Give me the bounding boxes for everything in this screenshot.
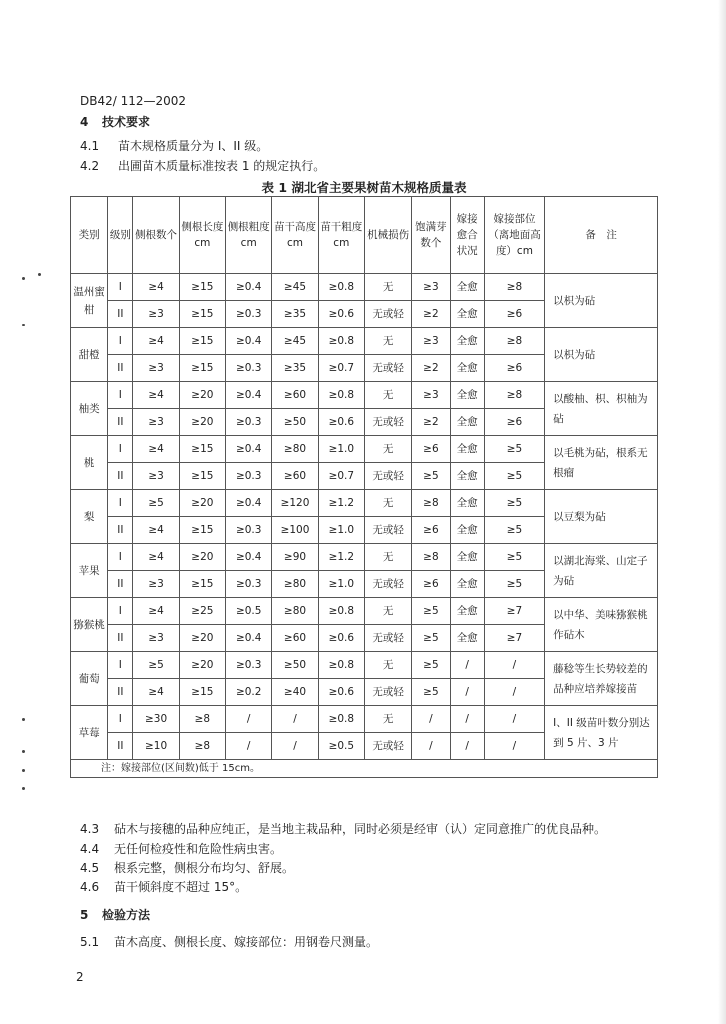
cell-graft-position: / xyxy=(484,679,544,706)
cell-lateral-root-count: ≥30 xyxy=(133,706,179,733)
cell-lateral-root-length: ≥20 xyxy=(179,652,225,679)
table-header-row xyxy=(71,197,658,274)
cell-graft-union: 全愈 xyxy=(450,625,484,652)
cell-mechanical-damage: 无 xyxy=(364,436,411,463)
table-footnote-row xyxy=(71,760,658,778)
cell-stem-thickness: ≥0.8 xyxy=(318,328,364,355)
section-title: 检验方法 xyxy=(102,908,151,922)
header-lateral-root-count: 侧根数个 xyxy=(133,197,179,274)
cell-stem-thickness: ≥0.6 xyxy=(318,409,364,436)
cell-category: 桃 xyxy=(71,436,108,490)
cell-category: 草莓 xyxy=(71,706,108,760)
header-lateral-root-thickness: 侧根粗度cm xyxy=(226,197,272,274)
clause-4-1 xyxy=(80,139,268,153)
cell-graft-union: 全愈 xyxy=(450,544,484,571)
cell-lateral-root-length: ≥20 xyxy=(179,544,225,571)
section-title: 技术要求 xyxy=(102,115,151,129)
cell-lateral-root-length: ≥20 xyxy=(179,490,225,517)
cell-stem-height: ≥80 xyxy=(272,436,318,463)
cell-full-buds: ≥5 xyxy=(412,598,450,625)
cell-stem-height: ≥60 xyxy=(272,463,318,490)
header-graft-position: 嫁接部位（离地面高度）cm xyxy=(484,197,544,274)
scan-speck xyxy=(22,277,25,280)
cell-graft-union: / xyxy=(450,706,484,733)
cell-stem-thickness: ≥0.6 xyxy=(318,625,364,652)
cell-grade: I xyxy=(108,652,133,679)
cell-mechanical-damage: 无或轻 xyxy=(364,409,411,436)
cell-remarks: 藤稔等生长势较差的品种应培养嫁接苗 xyxy=(545,652,658,706)
cell-graft-position: / xyxy=(484,706,544,733)
cell-mechanical-damage: 无 xyxy=(364,490,411,517)
cell-full-buds: ≥3 xyxy=(412,274,450,301)
cell-remarks: 以湖北海棠、山定子为砧 xyxy=(545,544,658,598)
cell-full-buds: ≥6 xyxy=(412,571,450,598)
table-row xyxy=(71,328,658,355)
cell-mechanical-damage: 无 xyxy=(364,328,411,355)
cell-graft-position: ≥8 xyxy=(484,328,544,355)
cell-remarks: 以毛桃为砧，根系无根瘤 xyxy=(545,436,658,490)
scan-speck xyxy=(22,769,25,772)
cell-graft-position: ≥8 xyxy=(484,274,544,301)
cell-stem-height: / xyxy=(272,706,318,733)
cell-lateral-root-count: ≥3 xyxy=(133,355,179,382)
cell-mechanical-damage: 无 xyxy=(364,598,411,625)
cell-stem-thickness: ≥0.8 xyxy=(318,652,364,679)
header-full-buds: 饱满芽数个 xyxy=(412,197,450,274)
cell-lateral-root-thickness: ≥0.4 xyxy=(226,490,272,517)
table-row xyxy=(71,598,658,625)
cell-lateral-root-thickness: ≥0.3 xyxy=(226,409,272,436)
clause-number: 4.1 xyxy=(80,139,100,153)
cell-lateral-root-thickness: ≥0.4 xyxy=(226,544,272,571)
cell-full-buds: ≥5 xyxy=(412,463,450,490)
cell-grade: I xyxy=(108,274,133,301)
cell-stem-height: ≥100 xyxy=(272,517,318,544)
clause-4-2 xyxy=(80,159,325,173)
cell-stem-height: ≥50 xyxy=(272,652,318,679)
cell-grade: II xyxy=(108,355,133,382)
cell-mechanical-damage: 无 xyxy=(364,274,411,301)
clause-5-1 xyxy=(80,935,378,949)
cell-grade: II xyxy=(108,517,133,544)
clause-4-4 xyxy=(80,842,282,856)
cell-stem-thickness: ≥0.8 xyxy=(318,598,364,625)
cell-graft-position: ≥6 xyxy=(484,355,544,382)
cell-lateral-root-thickness: ≥0.3 xyxy=(226,463,272,490)
cell-full-buds: ≥5 xyxy=(412,652,450,679)
clause-number: 4.6 xyxy=(80,880,100,894)
cell-full-buds: ≥5 xyxy=(412,679,450,706)
cell-category: 猕猴桃 xyxy=(71,598,108,652)
cell-stem-height: ≥80 xyxy=(272,598,318,625)
cell-mechanical-damage: 无或轻 xyxy=(364,517,411,544)
cell-stem-thickness: ≥0.8 xyxy=(318,274,364,301)
table-row xyxy=(71,652,658,679)
cell-mechanical-damage: 无或轻 xyxy=(364,301,411,328)
cell-lateral-root-count: ≥4 xyxy=(133,436,179,463)
cell-lateral-root-length: ≥15 xyxy=(179,274,225,301)
cell-stem-thickness: ≥0.6 xyxy=(318,679,364,706)
cell-lateral-root-thickness: ≥0.4 xyxy=(226,436,272,463)
table-row xyxy=(71,490,658,517)
cell-lateral-root-thickness: ≥0.3 xyxy=(226,652,272,679)
cell-stem-thickness: ≥1.0 xyxy=(318,436,364,463)
cell-lateral-root-count: ≥3 xyxy=(133,463,179,490)
cell-stem-height: ≥120 xyxy=(272,490,318,517)
cell-graft-union: 全愈 xyxy=(450,328,484,355)
section-number: 4 xyxy=(80,115,89,129)
cell-lateral-root-count: ≥4 xyxy=(133,679,179,706)
cell-graft-union: 全愈 xyxy=(450,409,484,436)
clause-text: 根系完整，侧根分布均匀、舒展。 xyxy=(114,861,295,875)
cell-mechanical-damage: 无 xyxy=(364,544,411,571)
cell-grade: I xyxy=(108,598,133,625)
cell-graft-union: 全愈 xyxy=(450,382,484,409)
cell-lateral-root-length: ≥15 xyxy=(179,517,225,544)
cell-stem-thickness: ≥0.7 xyxy=(318,463,364,490)
cell-mechanical-damage: 无或轻 xyxy=(364,679,411,706)
table-row xyxy=(71,382,658,409)
cell-mechanical-damage: 无 xyxy=(364,382,411,409)
clause-4-6 xyxy=(80,880,247,894)
cell-stem-thickness: ≥1.2 xyxy=(318,490,364,517)
cell-lateral-root-count: ≥4 xyxy=(133,274,179,301)
cell-lateral-root-length: ≥25 xyxy=(179,598,225,625)
cell-full-buds: ≥8 xyxy=(412,490,450,517)
cell-grade: II xyxy=(108,571,133,598)
cell-stem-height: ≥50 xyxy=(272,409,318,436)
clause-number: 4.4 xyxy=(80,842,100,856)
cell-graft-union: 全愈 xyxy=(450,355,484,382)
scan-speck xyxy=(22,324,25,326)
cell-graft-union: 全愈 xyxy=(450,598,484,625)
cell-category: 苹果 xyxy=(71,544,108,598)
cell-lateral-root-count: ≥3 xyxy=(133,625,179,652)
header-remarks: 备 注 xyxy=(545,197,658,274)
cell-graft-union: 全愈 xyxy=(450,436,484,463)
cell-category: 葡萄 xyxy=(71,652,108,706)
section-4-heading xyxy=(80,115,150,129)
cell-stem-thickness: ≥0.5 xyxy=(318,733,364,760)
cell-full-buds: / xyxy=(412,706,450,733)
cell-lateral-root-length: ≥15 xyxy=(179,355,225,382)
clause-4-5 xyxy=(80,861,294,875)
table-title: 表 1 湖北省主要果树苗木规格质量表 xyxy=(261,180,467,195)
cell-lateral-root-length: ≥20 xyxy=(179,409,225,436)
clause-text: 砧木与接穗的品种应纯正，是当地主栽品种，同时必须是经审（认）定同意推广的优良品种。 xyxy=(114,822,607,836)
cell-lateral-root-length: ≥8 xyxy=(179,706,225,733)
cell-lateral-root-length: ≥15 xyxy=(179,463,225,490)
cell-mechanical-damage: 无或轻 xyxy=(364,625,411,652)
cell-grade: I xyxy=(108,544,133,571)
table-row xyxy=(71,274,658,301)
cell-lateral-root-count: ≥4 xyxy=(133,328,179,355)
cell-graft-union: 全愈 xyxy=(450,301,484,328)
cell-graft-union: / xyxy=(450,652,484,679)
cell-lateral-root-thickness: ≥0.4 xyxy=(226,274,272,301)
cell-graft-position: ≥5 xyxy=(484,463,544,490)
cell-lateral-root-count: ≥4 xyxy=(133,598,179,625)
table-row xyxy=(71,706,658,733)
header-lateral-root-length: 侧根长度cm xyxy=(179,197,225,274)
cell-stem-thickness: ≥1.0 xyxy=(318,571,364,598)
cell-full-buds: ≥3 xyxy=(412,382,450,409)
cell-grade: II xyxy=(108,733,133,760)
cell-grade: II xyxy=(108,463,133,490)
cell-stem-thickness: ≥0.6 xyxy=(318,301,364,328)
cell-mechanical-damage: 无或轻 xyxy=(364,463,411,490)
cell-category: 温州蜜柑 xyxy=(71,274,108,328)
cell-lateral-root-thickness: / xyxy=(226,706,272,733)
cell-graft-position: ≥6 xyxy=(484,301,544,328)
cell-stem-thickness: ≥0.7 xyxy=(318,355,364,382)
cell-graft-position: ≥5 xyxy=(484,571,544,598)
cell-stem-thickness: ≥1.0 xyxy=(318,517,364,544)
clause-number: 5.1 xyxy=(80,935,100,949)
cell-remarks: 以豆梨为砧 xyxy=(545,490,658,544)
cell-mechanical-damage: 无 xyxy=(364,652,411,679)
cell-full-buds: ≥2 xyxy=(412,301,450,328)
cell-graft-union: 全愈 xyxy=(450,571,484,598)
cell-remarks: 以枳为砧 xyxy=(545,274,658,328)
cell-grade: I xyxy=(108,436,133,463)
cell-stem-height: ≥80 xyxy=(272,571,318,598)
page-edge-shadow xyxy=(718,0,726,1024)
quality-spec-table xyxy=(70,196,658,778)
cell-lateral-root-thickness: ≥0.4 xyxy=(226,625,272,652)
cell-grade: I xyxy=(108,382,133,409)
cell-stem-height: ≥35 xyxy=(272,301,318,328)
clause-number: 4.3 xyxy=(80,822,100,836)
cell-stem-height: / xyxy=(272,733,318,760)
cell-stem-height: ≥35 xyxy=(272,355,318,382)
scan-speck xyxy=(22,718,25,721)
header-grade: 级别 xyxy=(108,197,133,274)
header-stem-thickness: 苗干粗度cm xyxy=(318,197,364,274)
cell-lateral-root-thickness: ≥0.4 xyxy=(226,382,272,409)
clause-text: 苗干倾斜度不超过 15°。 xyxy=(114,880,248,894)
cell-graft-union: 全愈 xyxy=(450,490,484,517)
cell-lateral-root-thickness: ≥0.5 xyxy=(226,598,272,625)
clause-4-3 xyxy=(80,822,606,836)
cell-graft-position: / xyxy=(484,652,544,679)
cell-graft-position: ≥5 xyxy=(484,517,544,544)
cell-grade: II xyxy=(108,301,133,328)
cell-lateral-root-thickness: ≥0.3 xyxy=(226,517,272,544)
cell-remarks: 以酸柚、枳、枳柚为砧 xyxy=(545,382,658,436)
cell-category: 甜橙 xyxy=(71,328,108,382)
cell-stem-height: ≥90 xyxy=(272,544,318,571)
cell-full-buds: ≥6 xyxy=(412,436,450,463)
cell-lateral-root-length: ≥15 xyxy=(179,436,225,463)
cell-grade: I xyxy=(108,490,133,517)
cell-lateral-root-count: ≥4 xyxy=(133,382,179,409)
cell-lateral-root-thickness: ≥0.4 xyxy=(226,328,272,355)
cell-graft-position: ≥8 xyxy=(484,382,544,409)
document-code: DB42/ 112—2002 xyxy=(80,94,187,108)
cell-full-buds: ≥3 xyxy=(412,328,450,355)
cell-lateral-root-count: ≥10 xyxy=(133,733,179,760)
table-row xyxy=(71,544,658,571)
clause-text: 苗木高度、侧根长度、嫁接部位：用钢卷尺测量。 xyxy=(114,935,379,949)
cell-stem-thickness: ≥0.8 xyxy=(318,382,364,409)
cell-graft-position: ≥6 xyxy=(484,409,544,436)
scan-speck xyxy=(22,750,25,753)
cell-lateral-root-thickness: ≥0.3 xyxy=(226,301,272,328)
cell-full-buds: / xyxy=(412,733,450,760)
clause-text: 无任何检疫性和危险性病虫害。 xyxy=(114,842,283,856)
cell-graft-union: 全愈 xyxy=(450,274,484,301)
section-5-heading xyxy=(80,908,150,922)
cell-graft-position: ≥7 xyxy=(484,598,544,625)
cell-lateral-root-length: ≥20 xyxy=(179,625,225,652)
clause-text: 出圃苗木质量标准按表 1 的规定执行。 xyxy=(118,159,326,173)
cell-lateral-root-thickness: ≥0.3 xyxy=(226,571,272,598)
header-graft-union: 嫁接愈合状况 xyxy=(450,197,484,274)
cell-full-buds: ≥6 xyxy=(412,517,450,544)
table-footnote: 注：嫁接部位(区间数)低于 15cm。 xyxy=(71,760,658,778)
cell-remarks: 以中华、美味猕猴桃作砧木 xyxy=(545,598,658,652)
cell-graft-union: / xyxy=(450,733,484,760)
clause-text: 苗木规格质量分为 I、II 级。 xyxy=(118,139,269,153)
cell-graft-position: / xyxy=(484,733,544,760)
cell-full-buds: ≥2 xyxy=(412,355,450,382)
cell-graft-union: / xyxy=(450,679,484,706)
cell-lateral-root-length: ≥15 xyxy=(179,301,225,328)
cell-stem-height: ≥40 xyxy=(272,679,318,706)
cell-category: 梨 xyxy=(71,490,108,544)
cell-lateral-root-count: ≥3 xyxy=(133,301,179,328)
cell-grade: I xyxy=(108,328,133,355)
cell-lateral-root-count: ≥5 xyxy=(133,490,179,517)
cell-graft-union: 全愈 xyxy=(450,463,484,490)
cell-mechanical-damage: 无或轻 xyxy=(364,571,411,598)
cell-mechanical-damage: 无或轻 xyxy=(364,733,411,760)
header-mechanical-damage: 机械损伤 xyxy=(364,197,411,274)
cell-stem-height: ≥45 xyxy=(272,328,318,355)
cell-graft-position: ≥5 xyxy=(484,490,544,517)
cell-graft-union: 全愈 xyxy=(450,517,484,544)
header-category: 类别 xyxy=(71,197,108,274)
cell-lateral-root-length: ≥15 xyxy=(179,679,225,706)
cell-lateral-root-count: ≥3 xyxy=(133,409,179,436)
cell-grade: II xyxy=(108,625,133,652)
cell-lateral-root-length: ≥15 xyxy=(179,328,225,355)
scan-speck xyxy=(22,787,25,790)
cell-lateral-root-count: ≥4 xyxy=(133,544,179,571)
cell-grade: I xyxy=(108,706,133,733)
cell-stem-height: ≥45 xyxy=(272,274,318,301)
cell-mechanical-damage: 无 xyxy=(364,706,411,733)
cell-lateral-root-count: ≥3 xyxy=(133,571,179,598)
cell-graft-position: ≥5 xyxy=(484,544,544,571)
header-stem-height: 苗干高度cm xyxy=(272,197,318,274)
cell-lateral-root-length: ≥15 xyxy=(179,571,225,598)
clause-number: 4.2 xyxy=(80,159,100,173)
cell-graft-position: ≥5 xyxy=(484,436,544,463)
cell-lateral-root-length: ≥20 xyxy=(179,382,225,409)
cell-lateral-root-count: ≥5 xyxy=(133,652,179,679)
cell-lateral-root-thickness: / xyxy=(226,733,272,760)
page-number: 2 xyxy=(76,970,84,984)
cell-full-buds: ≥8 xyxy=(412,544,450,571)
cell-lateral-root-count: ≥4 xyxy=(133,517,179,544)
cell-remarks: 以枳为砧 xyxy=(545,328,658,382)
table-row xyxy=(71,436,658,463)
section-number: 5 xyxy=(80,908,89,922)
cell-lateral-root-length: ≥8 xyxy=(179,733,225,760)
cell-lateral-root-thickness: ≥0.2 xyxy=(226,679,272,706)
cell-graft-position: ≥7 xyxy=(484,625,544,652)
cell-mechanical-damage: 无或轻 xyxy=(364,355,411,382)
cell-stem-height: ≥60 xyxy=(272,382,318,409)
cell-remarks: I、II 级苗叶数分别达到 5 片、3 片 xyxy=(545,706,658,760)
cell-grade: II xyxy=(108,409,133,436)
cell-lateral-root-thickness: ≥0.3 xyxy=(226,355,272,382)
cell-stem-height: ≥60 xyxy=(272,625,318,652)
cell-full-buds: ≥5 xyxy=(412,625,450,652)
clause-number: 4.5 xyxy=(80,861,100,875)
cell-full-buds: ≥2 xyxy=(412,409,450,436)
cell-stem-thickness: ≥1.2 xyxy=(318,544,364,571)
cell-grade: II xyxy=(108,679,133,706)
cell-category: 柚类 xyxy=(71,382,108,436)
scan-speck xyxy=(38,273,41,276)
cell-stem-thickness: ≥0.8 xyxy=(318,706,364,733)
